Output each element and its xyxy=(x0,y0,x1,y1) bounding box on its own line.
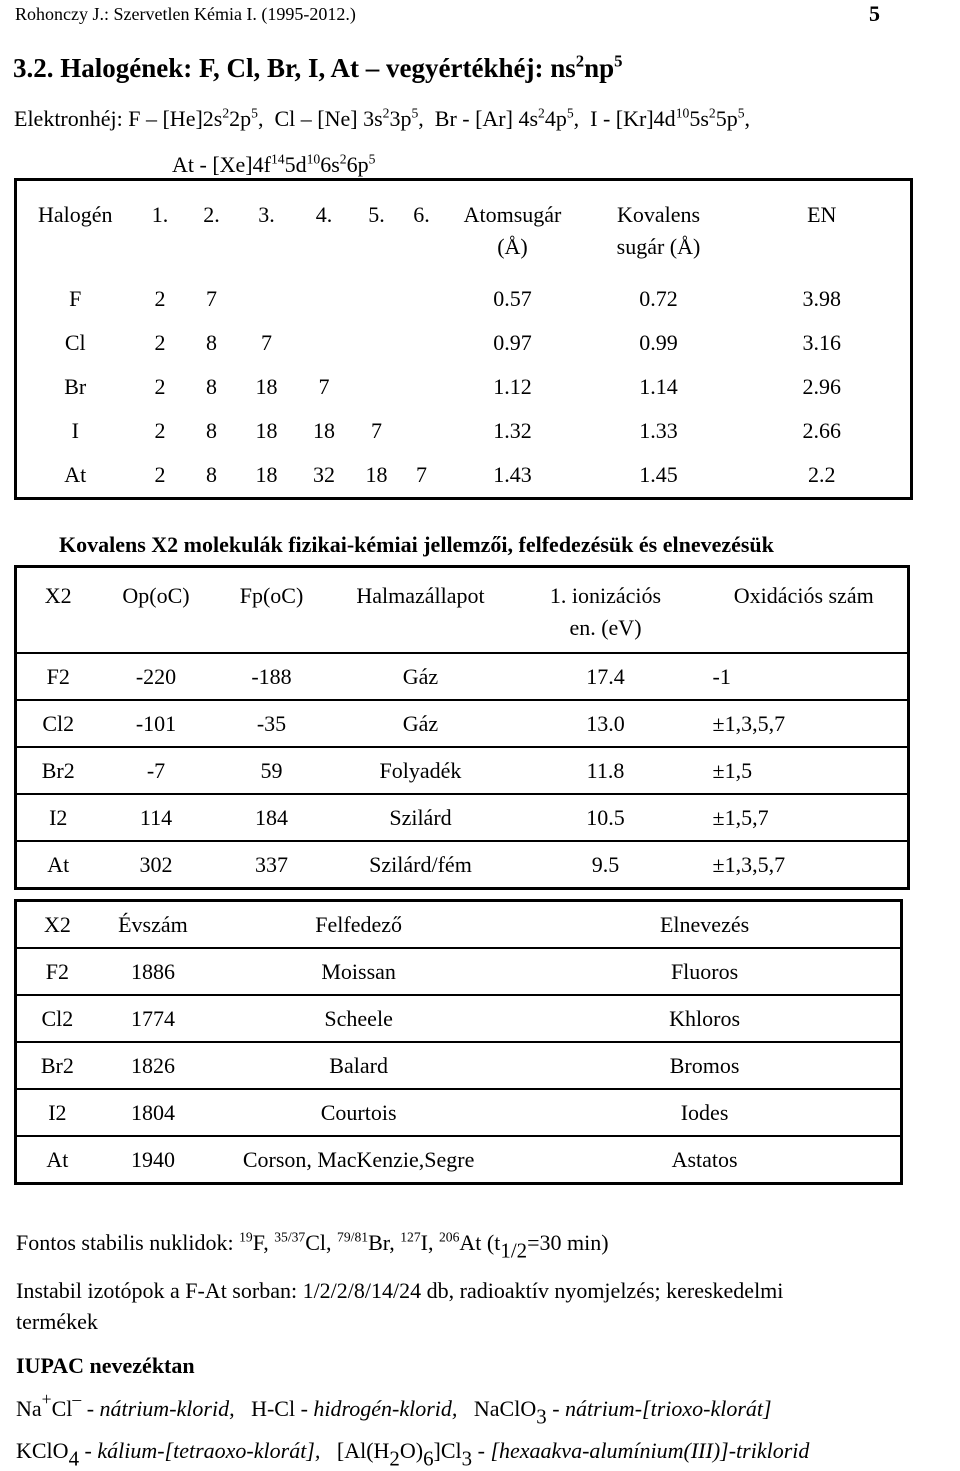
properties-table xyxy=(14,565,910,890)
header-cell: Op(oC) xyxy=(122,583,190,608)
discovery-table-header xyxy=(16,901,902,949)
table-row: At 1940 Corson, MacKenzie,Segre Astatos xyxy=(16,1136,902,1184)
properties-table-header xyxy=(16,567,909,654)
stable-nuclides-label: Fontos stabilis nuklidok: xyxy=(16,1230,234,1255)
table-row: Br2 1826 Balard Bromos xyxy=(16,1042,902,1089)
header-cell: X2 xyxy=(43,912,71,937)
table-row: Cl 2 8 7 0.97 0.99 3.16 xyxy=(64,330,841,355)
header-cell: Atomsugár (Å) xyxy=(463,202,562,259)
header-cell: Évszám xyxy=(118,912,188,937)
table-row: At 2 8 18 32 18 7 1.43 1.45 2.2 xyxy=(64,462,836,487)
discovery-table xyxy=(14,899,903,1185)
header-cell: Kovalens sugár (Å) xyxy=(616,202,701,259)
page-number: 5 xyxy=(869,1,880,26)
header-cell: Fp(oC) xyxy=(239,583,304,608)
table-row: Br 2 8 18 7 1.12 1.14 2.96 xyxy=(64,374,841,399)
header-cell: 2. xyxy=(203,202,220,227)
table-row: F2 -220 -188 Gáz 17.4 -1 xyxy=(16,653,909,700)
header-cell: Felfedező xyxy=(315,912,402,937)
section-title: 3.2. Halogének: F, Cl, Br, I, At – vegyértékhéj: $ns^2np^5$ xyxy=(13,51,623,83)
section-number: 3.2. xyxy=(13,53,54,83)
header-cell: Halmazállapot xyxy=(356,583,485,608)
shell-table-header xyxy=(16,180,912,278)
table-row: F2 1886 Moissan Fluoros xyxy=(16,948,902,995)
unstable-isotopes-line: Instabil izotópok a F-At sorban: 1/2/2/8/14/24 db, radioaktív nyomjelzés; kereskedelmi xyxy=(16,1278,784,1303)
header-cell: 1. ionizációs en. (eV) xyxy=(549,583,662,640)
electron-config-line: Elektronhéj: F – $[He]2s^22p^5$, Cl – [Ne] $3s^23p^5$, Br - [Ar] $4s^24p^5$, I - $[Kr]4d^{10}5s^25p^5$, xyxy=(14,105,750,131)
table-row: Cl2 -101 -35 Gáz 13.0 ±1,3,5,7 xyxy=(16,700,909,747)
page-header-author: Rohonczy J.: Szervetlen Kémia I. (1995-2012.) xyxy=(15,4,356,24)
header-cell: Oxidációs szám xyxy=(733,583,874,608)
header-cell: 3. xyxy=(258,202,275,227)
iupac-examples-line: KClO4 - kálium-[tetraoxo-klorát], [Al(H2O)6]Cl3 - [hexaakva-alumínium(III)]-triklorid xyxy=(16,1438,810,1471)
iupac-examples-line: Na+Cl– - nátrium-klorid, H-Cl - hidrogén-klorid, NaClO3 - nátrium-[trioxo-klorát] xyxy=(16,1389,772,1429)
header-cell: 1. xyxy=(151,202,169,227)
table-row: I2 114 184 Szilárd 10.5 ±1,5,7 xyxy=(16,794,909,841)
header-cell: 6. xyxy=(413,202,430,227)
table-row: F 2 7 0.57 0.72 3.98 xyxy=(69,286,841,311)
header-cell: Elnevezés xyxy=(659,912,750,937)
header-cell: 5. xyxy=(368,202,385,227)
header-cell: X2 xyxy=(44,583,72,608)
iupac-heading: IUPAC nevezéktan xyxy=(16,1353,195,1378)
header-cell: Halogén xyxy=(37,202,113,227)
table-row: Cl2 1774 Scheele Khloros xyxy=(16,995,902,1042)
table-row: I2 1804 Courtois Iodes xyxy=(16,1089,902,1136)
header-cell: EN xyxy=(807,202,837,227)
electron-config-label: Elektronhéj: xyxy=(14,106,123,131)
electron-config-astatine: At - $[Xe]4f^{14}5d^{10}6s^26p^5$ xyxy=(172,151,376,177)
table-row: Br2 -7 59 Folyadék 11.8 ±1,5 xyxy=(16,747,909,794)
table-row: I 2 8 18 18 7 1.32 1.33 2.66 xyxy=(71,418,841,443)
shell-table xyxy=(14,178,913,500)
properties-table-caption: Kovalens X2 molekulák fizikai-kémiai jellemzői, felfedezésük és elnevezésük xyxy=(59,532,774,557)
section-title-text: Halogének: F, Cl, Br, I, At – vegyértékhéj: ns xyxy=(53,53,576,83)
unstable-isotopes-line-continued: termékek xyxy=(16,1309,98,1334)
table-row: At 302 337 Szilárd/fém 9.5 ±1,3,5,7 xyxy=(16,841,909,889)
stable-nuclides-line: Fontos stabilis nuklidok: $^{19}$F, $^{35/37}$Cl, $^{79/81}$Br, $^{127}$I, $^{206}$At (t1/2=30 min) xyxy=(16,1229,609,1263)
header-cell: 4. xyxy=(315,202,333,227)
